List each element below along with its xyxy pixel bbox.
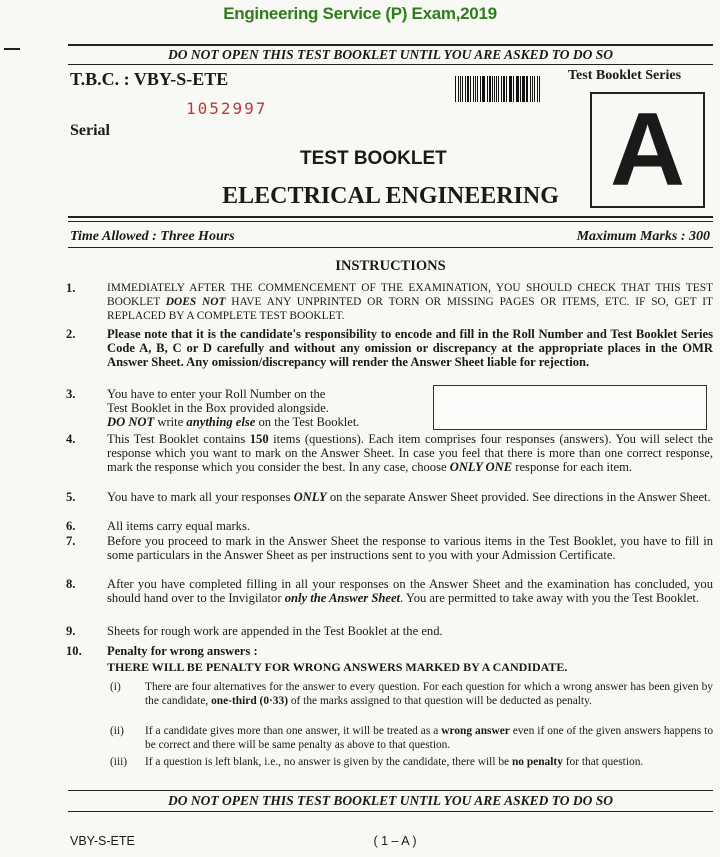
barcode-bar — [510, 76, 511, 102]
barcode-bar — [455, 76, 456, 102]
barcode-bar — [460, 76, 461, 102]
tbc-code: T.B.C. : VBY-S-ETE — [70, 69, 229, 89]
subject-title: ELECTRICAL ENGINEERING — [222, 183, 559, 209]
margin-mark — [4, 48, 20, 50]
barcode-bar — [494, 76, 495, 102]
time-allowed: Time Allowed : Three Hours — [70, 229, 235, 244]
barcode-bar — [522, 76, 524, 102]
barcode-bar — [465, 76, 466, 102]
barcode-bar — [537, 76, 538, 102]
exam-header-title: Engineering Service (P) Exam,2019 — [223, 4, 497, 23]
barcode-bar — [462, 76, 463, 102]
barcode-bar — [539, 76, 540, 102]
time-row — [70, 229, 710, 245]
barcode-bar — [532, 76, 533, 102]
max-marks: Maximum Marks : 300 — [576, 229, 710, 244]
barcode-bar — [520, 76, 521, 102]
booklet-title: TEST BOOKLET — [300, 148, 447, 169]
barcode-bar — [473, 76, 474, 102]
barcode-bar — [506, 76, 507, 102]
barcode-bar — [467, 76, 469, 102]
barcode-bar — [458, 76, 459, 102]
barcode-bar — [483, 76, 485, 102]
series-label: Test Booklet Series — [568, 68, 682, 83]
barcode-bar — [509, 76, 510, 102]
serial-label: Serial — [70, 122, 110, 139]
rule-below-time — [68, 247, 713, 248]
barcode-bar — [513, 76, 514, 102]
instructions-title: INSTRUCTIONS — [335, 258, 446, 274]
barcode-bar — [475, 76, 476, 102]
barcode-bar — [501, 76, 502, 102]
barcode-bar — [470, 76, 471, 102]
series-letter: A — [609, 92, 686, 208]
barcode — [455, 76, 541, 102]
barcode-bar — [477, 76, 478, 102]
barcode-bar — [482, 76, 483, 102]
bottom-rule — [68, 790, 713, 791]
barcode-bar — [489, 76, 490, 102]
barcode-bar — [503, 76, 505, 102]
barcode-bar — [530, 76, 531, 102]
footer-code: VBY-S-ETE — [70, 834, 135, 848]
barcode-bar — [526, 76, 527, 102]
barcode-bar — [492, 76, 493, 102]
warning-top-underline — [68, 64, 713, 65]
warning-bottom: DO NOT OPEN THIS TEST BOOKLET UNTIL YOU ARE ASKED TO DO SO — [167, 793, 614, 808]
barcode-bar — [480, 76, 481, 102]
warning-top: DO NOT OPEN THIS TEST BOOKLET UNTIL YOU ARE ASKED TO DO SO — [167, 47, 614, 62]
top-rule — [68, 44, 713, 46]
warning-bottom-underline — [68, 811, 713, 812]
barcode-bar — [516, 76, 517, 102]
barcode-bar — [534, 76, 535, 102]
barcode-bar — [496, 76, 497, 102]
barcode-bar — [517, 76, 518, 102]
barcode-bar — [498, 76, 499, 102]
roll-number-box[interactable] — [433, 385, 707, 430]
rule-above-time — [68, 216, 713, 218]
barcode-bar — [527, 76, 528, 102]
serial-number: 1052997 — [186, 99, 268, 118]
page-number: ( 1 – A ) — [373, 834, 417, 848]
rule-above-time-2 — [68, 221, 713, 222]
barcode-bar — [487, 76, 488, 102]
